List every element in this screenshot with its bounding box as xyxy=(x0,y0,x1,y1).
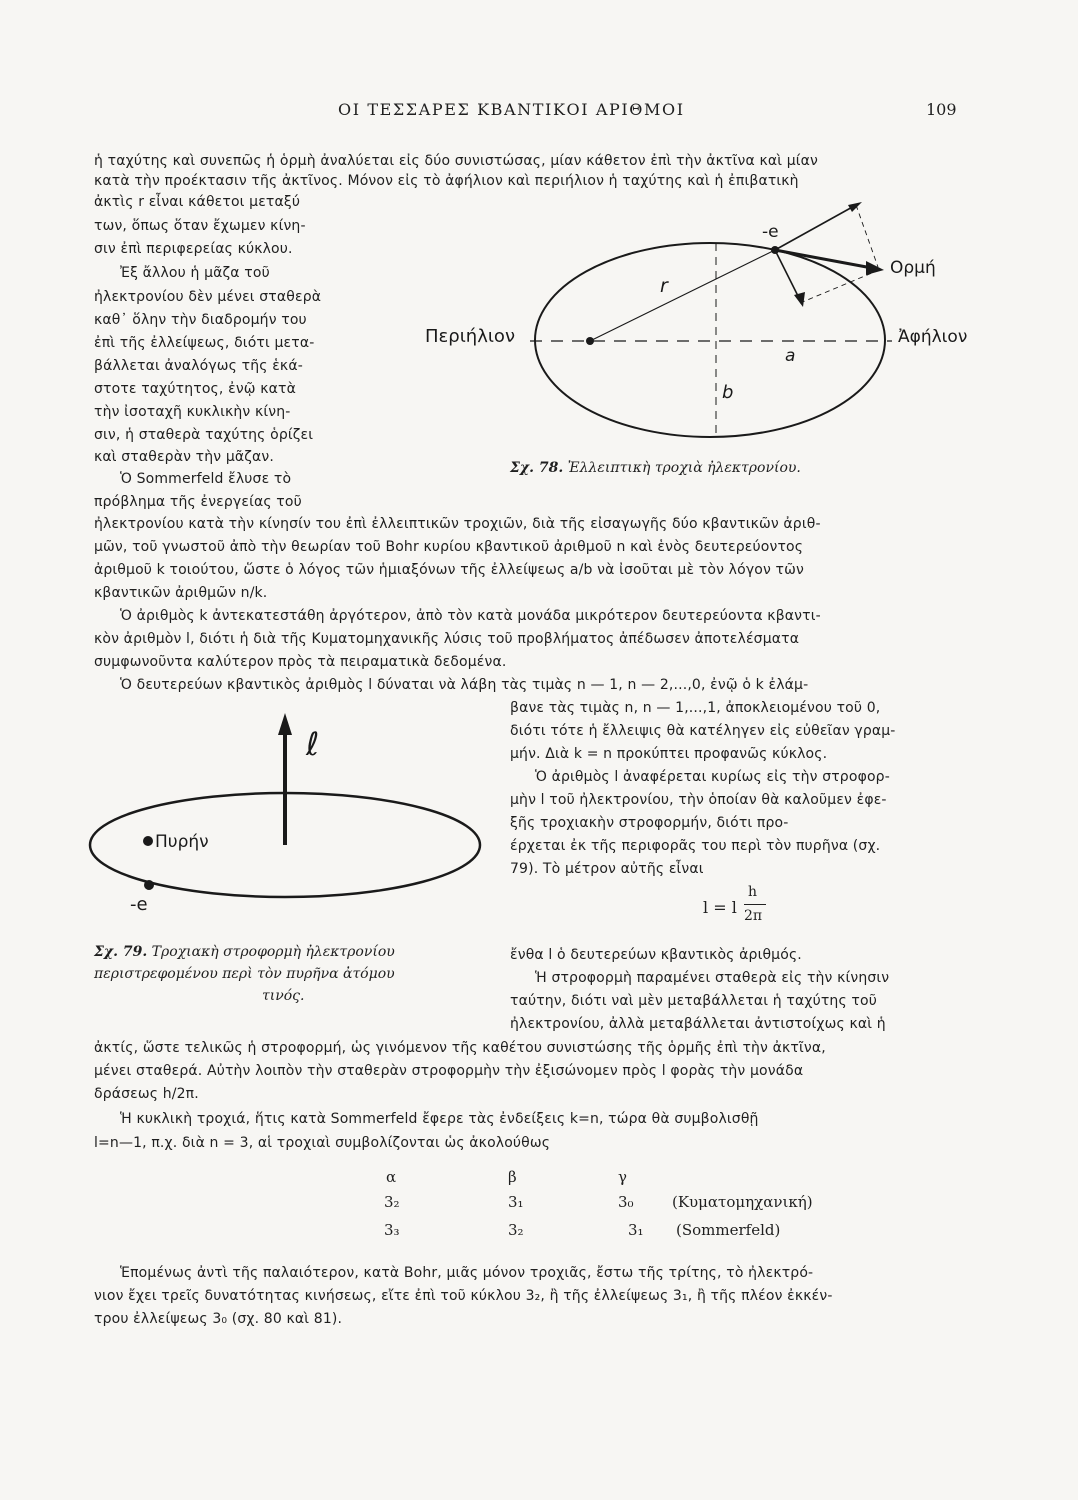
text-line: ἔνθα l ὁ δευτερεύων κβαντικὸς ἀριθμός. xyxy=(510,947,802,963)
text-line: τρου ἐλλείψεως 3₀ (σχ. 80 καὶ 81). xyxy=(94,1311,343,1327)
text-line: ἠλεκτρονίου δὲν μένει σταθερὰ xyxy=(94,289,322,305)
table-cell: 3₁ xyxy=(628,1221,644,1239)
label-nucleus: Πυρήν xyxy=(155,832,209,852)
momentum-arrowhead xyxy=(866,261,884,275)
figure-79-caption-text: Τροχιακὴ στροφορμὴ ἠλεκτρονίου xyxy=(151,944,395,960)
text-line: Ἑπομένως ἀντὶ τῆς παλαιότερον, κατὰ Bohr, μιᾶς μόνον τροχιᾶς, ἔστω τῆς τρίτης, τὸ ἠλεκτρό- xyxy=(120,1265,814,1281)
figure-78 xyxy=(420,195,1000,465)
construction-line xyxy=(856,205,878,267)
text-line: Ὁ ἀριθμὸς l ἀναφέρεται κυρίως εἰς τὴν στροφορ- xyxy=(535,769,890,785)
text-line: δράσεως h/2π. xyxy=(94,1086,199,1102)
text-line: ἠλεκτρονίου κατὰ τὴν κίνησίν του ἐπὶ ἐλλειπτικῶν τροχιῶν, διὰ τῆς εἰσαγωγῆς δύο κβαντικῶν ἀριθ- xyxy=(94,516,821,532)
text-line: καθ᾽ ὅλην τὴν διαδρομήν του xyxy=(94,312,307,328)
text-line: ἀριθμοῦ k τοιούτου, ὥστε ὁ λόγος τῶν ἡμιαξόνων τῆς ἐλλείψεως a/b νὰ ἰσοῦται μὲ τὸν λόγον τῶν xyxy=(94,562,804,578)
text-line: βάλλεται ἀναλόγως τῆς ἑκά- xyxy=(94,358,303,374)
text-line: ἀκτίς, ὥστε τελικῶς ἡ στροφορμή, ὡς γινόμενον τῆς καθέτου συνιστώσης τῆς ὁρμῆς ἐπὶ τὴν ἀκτῖνα, xyxy=(94,1040,826,1056)
text-line: μὴν l τοῦ ἠλεκτρονίου, τὴν ὁποίαν θὰ καλοῦμεν ἐφε- xyxy=(510,792,887,808)
label-aphelion: Ἀφήλιον xyxy=(898,327,968,347)
text-line: κβαντικῶν ἀριθμῶν n/k. xyxy=(94,585,268,601)
text-line: Ὁ δευτερεύων κβαντικὸς ἀριθμὸς l δύναται νὰ λάβη τὰς τιμὰς n — 1, n — 2,...,0, ἐνῷ ὁ k ἐλάμ- xyxy=(120,677,809,693)
text-line: βανε τὰς τιμὰς n, n — 1,...,1, ἀποκλειομένου τοῦ 0, xyxy=(510,700,881,716)
text-line: κὸν ἀριθμὸν l, διότι ἡ διὰ τῆς Κυματομηχανικῆς λύσις τοῦ προβλήματος ἀπέδωσεν ἀποτελέσματα xyxy=(94,631,800,647)
text-line: μῶν, τοῦ γνωστοῦ ἀπὸ τὴν θεωρίαν τοῦ Bohr κυρίου κβαντικοῦ ἀριθμοῦ n καὶ ἑνὸς δευτερεύοντος xyxy=(94,539,804,555)
velocity-arrow xyxy=(775,205,856,250)
text-line: ἡ ταχύτης καὶ συνεπῶς ἡ ὁρμὴ ἀναλύεται εἰς δύο συνιστώσας, μίαν κάθετον ἐπὶ τὴν ἀκτῖνα καὶ μίαν xyxy=(94,153,819,169)
text-line: Ἡ κυκλικὴ τροχιά, ἥτις κατὰ Sommerfeld ἔφερε τὰς ἐνδείξεις k=n, τώρα θὰ συμβολισθῇ xyxy=(120,1111,759,1127)
figure-78-caption-num: Σχ. 78. xyxy=(510,460,564,476)
electron-dot xyxy=(144,880,154,890)
table-cell: 3₂ xyxy=(384,1193,400,1211)
velocity-arrowhead xyxy=(848,202,862,212)
text-line: νιον ἔχει τρεῖς δυνατότητας κινήσεως, εἴτε ἐπὶ τοῦ κύκλου 3₂, ἢ τῆς ἐλλείψεως 3₁, ἢ τῆς πλέον ἐκκέν- xyxy=(94,1288,833,1304)
table-cell: 3₁ xyxy=(508,1193,524,1211)
label-electron: -e xyxy=(130,894,148,915)
formula-lhs: l = l xyxy=(703,898,737,917)
text-line: μήν. Διὰ k = n προκύπτει προφανῶς κύκλος. xyxy=(510,746,828,762)
figure-78-caption xyxy=(510,460,801,476)
text-line: σιν ἐπὶ περιφερείας κύκλου. xyxy=(94,241,293,257)
table-cell: 3₂ xyxy=(508,1221,524,1239)
label-semi-major-a: a xyxy=(785,346,796,366)
text-line: Ἡ στροφορμὴ παραμένει σταθερὰ εἰς τὴν κίνησιν xyxy=(535,970,890,986)
text-line: έρχεται ἐκ τῆς περιφορᾶς του περὶ τὸν πυρῆνα (σχ. xyxy=(510,838,881,854)
running-header: ΟΙ ΤΕΣΣΑΡΕΣ ΚΒΑΝΤΙΚΟΙ ΑΡΙΘΜΟΙ xyxy=(338,100,685,119)
text-line: κατὰ τὴν προέκτασιν τῆς ἀκτῖνος. Μόνον εἰς τὸ ἀφήλιον καὶ περιήλιον ἡ ταχύτης καὶ ἡ ἐπιβατικὴ xyxy=(94,173,799,189)
text-line: ταύτην, διότι ναὶ μὲν μεταβάλλεται ἡ ταχύτης τοῦ xyxy=(510,993,877,1009)
table-note: (Sommerfeld) xyxy=(676,1221,781,1239)
figure-79-caption-line xyxy=(94,944,395,960)
text-line: ἐπὶ τῆς ἐλλείψεως, διότι μετα- xyxy=(94,335,315,351)
text-line: Ὁ Sommerfeld ἔλυσε τὸ xyxy=(120,471,292,487)
figure-79-caption-line: τινός. xyxy=(262,988,305,1004)
radius-line xyxy=(590,250,775,341)
figure-79 xyxy=(80,705,500,920)
label-momentum: Ορμή xyxy=(890,258,936,278)
figure-79-caption-num: Σχ. 79. xyxy=(94,944,148,960)
label-perihelion: Περιήλιον xyxy=(425,326,515,347)
table-header-gamma: γ xyxy=(618,1168,627,1186)
text-line: Ὁ ἀριθμὸς k ἀντεκατεστάθη ἀργότερον, ἀπὸ τὸν κατὰ μονάδα μικρότερον δευτερεύοντα κβαντι- xyxy=(120,608,821,624)
text-line: των, ὅπως ὅταν ἔχωμεν κίνη- xyxy=(94,218,306,234)
label-radius: r xyxy=(660,275,668,297)
perpendicular-component-arrow xyxy=(775,250,800,300)
figure-78-caption-text: Ἐλλειπτικὴ τροχιὰ ἠλεκτρονίου. xyxy=(567,460,801,476)
text-line: συμφωνοῦντα καλύτερον πρὸς τὰ πειραματικὰ δεδομένα. xyxy=(94,654,507,670)
text-line: σιν, ἡ σταθερὰ ταχύτης ὁρίζει xyxy=(94,427,314,443)
table-note: (Κυματομηχανική) xyxy=(672,1193,813,1211)
text-line: ξῆς τροχιακὴν στροφορμήν, διότι προ- xyxy=(510,815,789,831)
text-line: μένει σταθερά. Αὐτὴν λοιπὸν τὴν σταθερὰν στροφορμὴν τὴν ἐξισώνομεν πρὸς l φορὰς τὴν μονάδα xyxy=(94,1063,804,1079)
label-electron: -e xyxy=(762,222,779,242)
nucleus-dot xyxy=(143,836,153,846)
perpendicular-arrowhead xyxy=(794,292,805,307)
construction-line xyxy=(800,273,872,303)
text-line: διότι τότε ἡ ἔλλειψις θὰ κατέληγεν εἰς εὐθεῖαν γραμ- xyxy=(510,723,896,739)
table-header-beta: β xyxy=(508,1168,517,1186)
text-line: πρόβλημα τῆς ἐνεργείας τοῦ xyxy=(94,494,302,510)
text-line: στοτε ταχύτητος, ἐνῷ κατὰ xyxy=(94,381,297,397)
formula-denominator: 2π xyxy=(744,908,763,924)
text-line: Ἐξ ἄλλου ἡ μᾶζα τοῦ xyxy=(120,265,270,281)
table-header-alpha: α xyxy=(386,1168,397,1186)
table-cell: 3₀ xyxy=(618,1193,634,1211)
text-line: τὴν ἰσοταχῆ κυκλικὴν κίνη- xyxy=(94,404,291,420)
text-line: καὶ σταθερὰν τὴν μᾶζαν. xyxy=(94,449,274,465)
text-line: 79). Τὸ μέτρον αὐτῆς εἶναι xyxy=(510,861,704,877)
label-semi-minor-b: b xyxy=(722,382,734,403)
label-angular-momentum: ℓ xyxy=(306,725,320,763)
text-line: ἠλεκτρονίου, ἀλλὰ μεταβάλλεται ἀντιστοίχως καὶ ἡ xyxy=(510,1016,886,1032)
table-cell: 3₃ xyxy=(384,1221,400,1239)
formula-numerator: h xyxy=(748,884,758,900)
figure-79-caption-line: περιστρεφομένου περὶ τὸν πυρῆνα ἀτόμου xyxy=(94,966,395,982)
angular-momentum-arrowhead xyxy=(278,713,292,735)
page-number: 109 xyxy=(926,100,957,119)
text-line: ἀκτὶς r εἶναι κάθετοι μεταξύ xyxy=(94,194,301,210)
fraction-bar xyxy=(744,904,766,905)
text-line: l=n—1, π.χ. διὰ n = 3, αἱ τροχιαὶ συμβολίζονται ὡς ἀκολούθως xyxy=(94,1135,551,1151)
